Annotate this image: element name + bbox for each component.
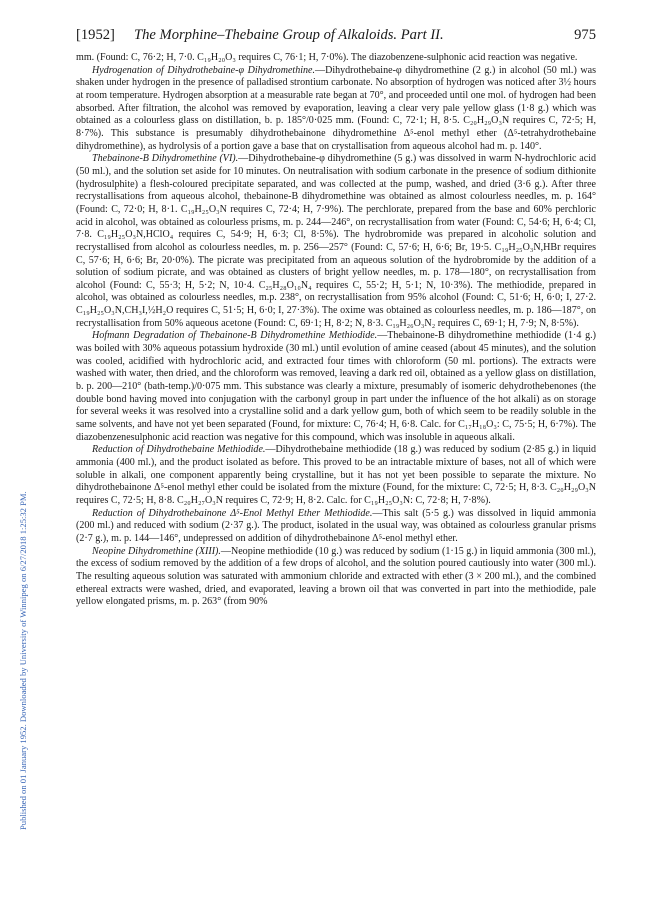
paragraph-reduction-enol-ether (76, 508, 596, 546)
download-notice-text: Published on 01 January 1952. Downloaded by University of Winnipeg on 6/27/2018 1:25:32 PM. (18, 491, 28, 830)
paragraph-thebainone-b (76, 153, 596, 330)
paragraph-text: —Neopine methiodide (10 g.) was reduced by sodium (1·15 g.) in liquid ammonia (300 ml.), the excess of sodium removed by the addition of a few drops of alcohol, and the solution poured cautiously into water (300 ml.). The resulting aqueous solution was saturated with ammonium chloride and extracted with ether (3 × 200 ml.), and the combined ethereal extracts were washed, dried, and evaporated, leaving a brown oil that was converted in part into the methiodide, pale yellow elongated prisms, m. p. 263° (from 90% (76, 545, 597, 608)
paragraph-continuation (76, 52, 596, 65)
article-body (76, 52, 596, 609)
paragraph-heading: Reduction of Dihydrothebainone Δ⁵-Enol Methyl Ether Methiodide. (92, 507, 373, 519)
paragraph-heading: Thebainone-B Dihydromethine (VI). (92, 153, 239, 165)
paragraph-neopine (76, 546, 596, 609)
paragraph-text: —This salt (5·5 g.) was dissolved in liquid ammonia (200 ml.) and reduced with sodium (2·37 g.). The product, isolated in the usual way, was obtained as colourless granular prisms (2·7 g.), m. p. 144—146°, undepressed on addition of dihydrothebainone Δ⁵-enol methyl ether. (76, 507, 596, 544)
paragraph-heading: Reduction of Dihydrothebaine Methiodide. (92, 444, 266, 456)
download-notice-sidebar (6, 70, 28, 830)
paragraph-hofmann-degradation (76, 330, 596, 444)
paragraph-text: mm. (Found: C, 76·2; H, 7·0. C₁₉H₂₀O₃ requires C, 76·1; H, 7·0%). The diazobenzene-sulphonic acid reaction was negative. (76, 52, 578, 63)
paragraph-text: —Dihydrothebaine methiodide (18 g.) was reduced by sodium (2·85 g.) in liquid ammonia (400 ml.), and the product isolated as before. This proved to be an intractable mixture of bases, not all of which were soluble in alkali, one component apparently being crystalline, but it has not yet been possible to separate the mixture. No dihydrothebainone Δ⁵-enol methyl ether could be isolated from the mixture (Found, for the mixture: C, 72·5; H, 8·3. C₂₀H₂₉O₃N requires C, 72·5; H, 8·8. C₂₀H₂₇O₃N requires C, 72·9; H, 8·2. Calc. for C₁₉H₂₅O₃N: C, 72·8; H, 7·8%). (76, 444, 597, 506)
paragraph-reduction-methiodide (76, 444, 596, 507)
paragraph-text: —Dihydrothebaine-φ dihydromethine (5 g.) was dissolved in warm N-hydrochloric acid (50 ml.), and the solution set aside for 10 minutes. On neutralisation with sodium carbonate in the presence of sodium dithionite (hydrosulphite) a flesh-coloured precipitate separated, and was collected at the pump, washed, and dried (3·6 g.). After three recrystallisations from aqueous alcohol, thebainone-B dihydromethine was obtained as almost colourless needles, m. p. 164° (Found: C, 72·0; H, 8·1. C₁₉H₂₅O₃N requires C, 72·4; H, 7·9%). The perchlorate, prepared from the base and 60% perchloric acid in alcohol, was obtained as colourless prisms, m. p. 244—246°, on recrystallisation from water (Found: C, 54·6; H, 6·4; Cl, 7·8. C₁₉H₂₅O₃N,HClO₄ requires C, 54·9; H, 6·3; Cl, 8·5%). The hydrobromide was prepared in alcoholic solution and recrystallised from alcohol as colourless needles, m. p. 256—257° (Found: C, 57·6; H, 6·6; Br, 19·5. C₁₉H₂₅O₃N,HBr requires C, 57·6; H, 6·6; Br, 20·0%). The picrate was precipitated from an aqueous solution of the hydrobromide by the addition of a solution of sodium picrate, and was obtained as clusters of bright yellow needles, m. p. 178—180°, on recrystallisation from alcohol (Found: C, 55·3; H, 5·2; N, 10·4. C₂₅H₂₈O₁₀N₄ requires C, 55·2; H, 5·1; N, 10·3%). The methiodide, prepared in alcohol, was obtained as colourless needles, m.p. 238°, on recrystallisation from 95% alcohol (Found: C, 51·6; H, 6·0; I, 27·2. C₁₉H₂₅O₃N,CH₃I,½H₂O requires C, 51·5; H, 6·0; I, 27·3%). The oxime was obtained as colourless needles, m. p. 186—187°, on recrystallisation from 50% aqueous acetone (Found: C, 69·1; H, 8·2; N, 8·3. C₁₉H₂₆O₃N₂ requires C, 69·1; H, 7·9; N, 8·5%). (76, 153, 596, 329)
paragraph-hydrogenation (76, 65, 596, 154)
paragraph-heading: Hofmann Degradation of Thebainone-B Dihydromethine Methiodide. (92, 330, 378, 342)
page-number: 975 (574, 27, 596, 43)
paragraph-text: —Thebainone-B dihydromethine methiodide (1·4 g.) was boiled with 30% aqueous potassium hydroxide (30 ml.) until evolution of amine ceased (about 45 minutes), and the solution was cooled, acidified with hydrochloric acid, and extracted four times with chloroform (50 ml. portions). The extracts were washed with water, then dried, and the chloroform was removed, leaving a dark red oil, obtained as a yellow glass on distillation, b. p. 200—210° (bath-temp.)/0·075 mm. This substance was clearly a mixture, presumably of isomeric dehydrothebenones (the double bond having moved into conjugation with the carbonyl group in part under the influence of the hot alkali) as on storage for several weeks it was resolved into a crystalline solid and a dark yellow gum, both of which seem to be readily soluble in the same solvents, and have not yet been separated (Found, for mixture: C, 76·4; H, 6·8. Calc. for C₁₇H₁₈O₃: C, 75·5; H, 6·7%). The diazobenzenesulphonic acid reaction was negative for this compound, which was insoluble in aqueous alkali. (76, 330, 596, 443)
header-title: The Morphine–Thebaine Group of Alkaloids. Part II. (134, 27, 444, 43)
paragraph-heading: Neopine Dihydromethine (XIII). (92, 545, 221, 557)
paragraph-text: —Dihydrothebaine-φ dihydromethine (2 g.) in alcohol (50 ml.) was shaken under hydrogen in the presence of palladised strontium carbonate. No absorption of hydrogen was noticed after 3½ hours at room temperature. Hydrogen absorption at a measurable rate began at 70°, and proceeded until one mol. of hydrogen had been absorbed. After filtration, the alcohol was removed by evaporation, leaving a clear very pale yellow glass (1·8 g.) which was obtained as a colourless glass on distillation, b. p. 185°/0·025 mm. (Found: C, 72·1; H, 8·5. C₂₀H₂₉O₃N requires C, 72·5; H, 8·7%). This substance is presumably dihydrothebainone dihydromethine Δ⁵-enol methyl ether (Δ⁵-tetrahydrothebaine dihydromethine), as hydrolysis of a portion gave a base that on crystallisation from aqueous alcohol had m. p. 140°. (76, 64, 596, 152)
paragraph-heading: Hydrogenation of Dihydrothebaine-φ Dihydromethine. (92, 64, 316, 76)
header-year: [1952] (76, 27, 115, 43)
page-header (76, 27, 596, 47)
